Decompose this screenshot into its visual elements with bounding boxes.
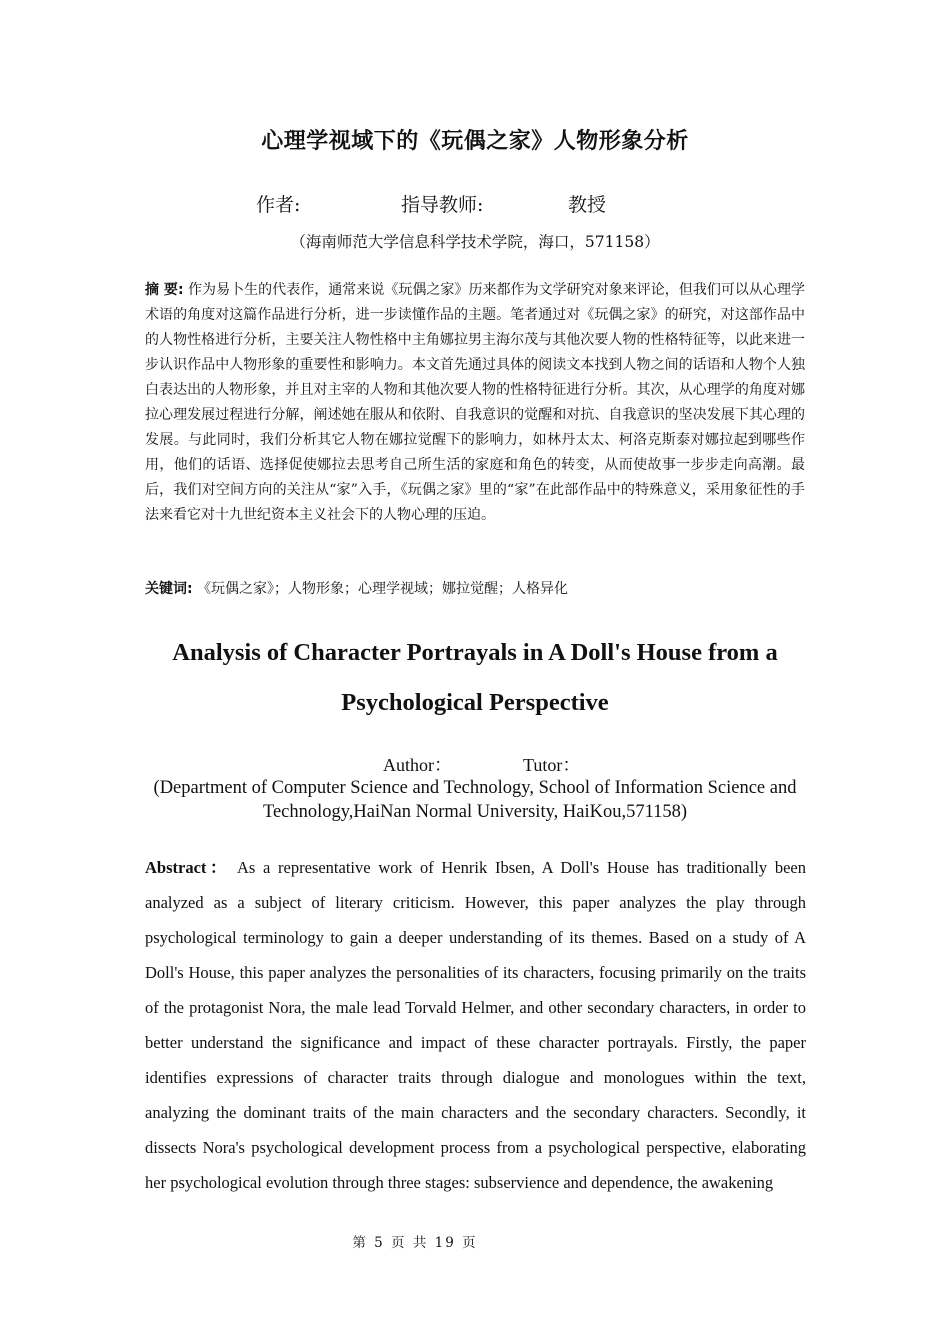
author-label: 作者: xyxy=(256,194,301,216)
english-abstract-label: Abstract： xyxy=(145,858,231,877)
page-footer: 第 5 页 共 19 页 xyxy=(352,1235,478,1251)
chinese-title: 心理学视域下的《玩偶之家》人物形象分析 xyxy=(261,129,689,154)
english-affiliation: (Department of Computer Science and Technology, School of Information Science and Technology,HaiNan Normal University, HaiKou,571158) xyxy=(153,778,797,822)
chinese-abstract xyxy=(145,278,805,528)
tutor-label: 指导教师: xyxy=(401,194,484,216)
chinese-affiliation: （海南师范大学信息科学技术学院，海口，571158） xyxy=(290,233,660,251)
english-tutor-label: Tutor： xyxy=(523,755,581,775)
chinese-keywords xyxy=(145,577,805,602)
chinese-keywords-label: 关键词: xyxy=(145,581,193,597)
english-abstract xyxy=(145,850,806,1200)
chinese-abstract-text: 作为易卜生的代表作，通常来说《玩偶之家》历来都作为文学研究对象来评论，但我们可以从心理学术语的角度对这篇作品进行分析，进一步读懂作品的主题。笔者通过对《玩偶之家》的研究，对这部作品中的人物性格进行分析，主要关注人物性格中主角娜拉男主海尔茂与其他次要人物的性格特征等，以此来进一步认识作品中人物形象的重要性和影响力。本文首先通过具体的阅读文本找到人物之间的话语和人物个人独白表达出的人物形象，并且对主宰的人物和其他次要人物的性格特征进行分析。其次，从心理学的角度对娜拉心理发展过程进行分解，阐述她在服从和依附、自我意识的觉醒和对抗、自我意识的坚决发展下其心理的发展。与此同时，我们分析其它人物在娜拉觉醒下的影响力，如林丹太太、柯洛克斯泰对娜拉起到哪些作用，他们的话语、选择促使娜拉去思考自己所生活的家庭和角色的转变，从而使故事一步步走向高潮。最后，我们对空间方向的关注从“家”入手，《玩偶之家》里的“家”在此部作品中的特殊意义，采用象征性的手法来看它对十九世纪资本主义社会下的人物心理的压迫。 xyxy=(145,282,806,523)
english-author-label: Author： xyxy=(383,755,452,775)
english-title: Analysis of Character Portrayals in A Doll's House from a Psychological Perspective xyxy=(172,639,778,716)
tutor-rank: 教授 xyxy=(568,194,607,216)
chinese-abstract-label: 摘 要: xyxy=(145,282,184,298)
english-abstract-text: As a representative work of Henrik Ibsen, A Doll's House has traditionally been analyzed as a subject of literary criticism. However, this paper analyzes the play through psychological terminology to gain a deeper understanding of its themes. Based on a study of A Doll's House, this paper analyzes the personalities of its characters, focusing primarily on the traits of the protagonist Nora, the male lead Torvald Helmer, and other secondary characters, in order to better understand the significance and impact of these character portrayals. Firstly, the paper identifies expressions of character traits through dialogue and monologues within the text, analyzing the dominant traits of the main characters and the secondary characters. Secondly, it dissects Nora's psychological development process from a psychological perspective, elaborating her psychological evolution through three stages: subservience and dependence, the awakening xyxy=(145,858,806,1192)
chinese-keywords-text: 《玩偶之家》；人物形象；心理学视域；娜拉觉醒；人格异化 xyxy=(197,581,569,597)
